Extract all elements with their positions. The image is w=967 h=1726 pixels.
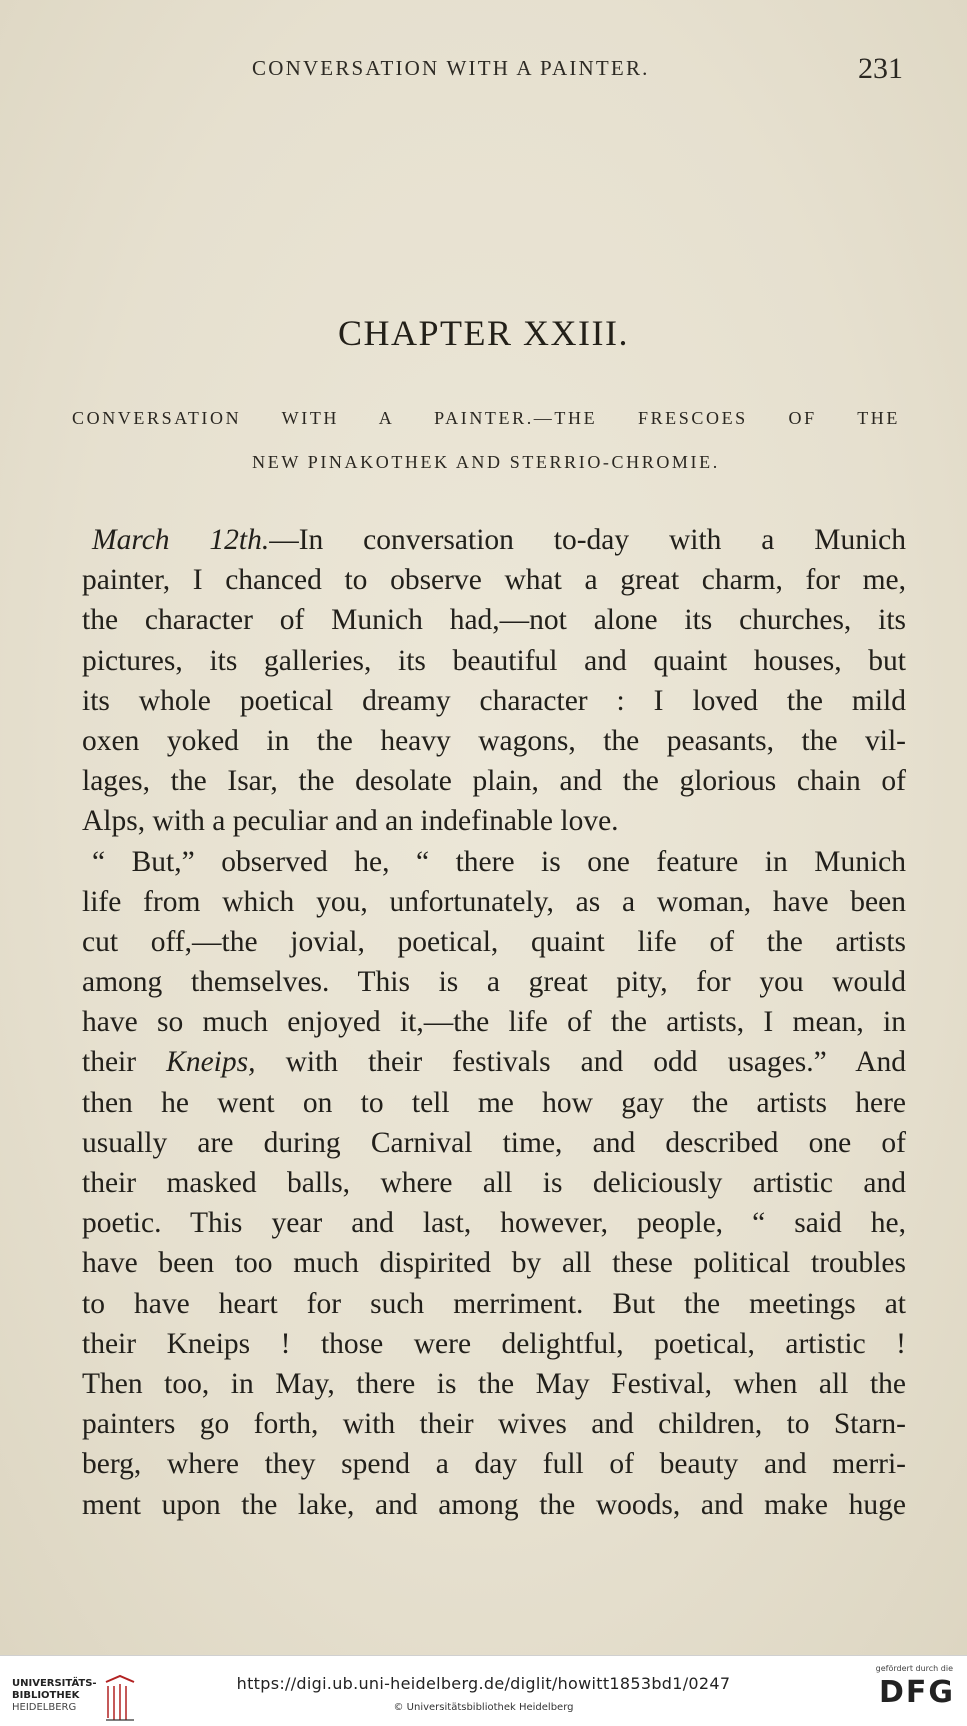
- chapter-subtitle-line-1: CONVERSATION WITH A PAINTER.—THE FRESCOES OF THE: [72, 408, 900, 428]
- body-line-text: with their festivals and odd usages.” And: [255, 1046, 907, 1079]
- body-line: painter, I chanced to observe what a great charm, for me,: [82, 564, 906, 597]
- body-line: [82, 520, 906, 560]
- body-line: their masked balls, where all is deliciously artistic and: [82, 1167, 906, 1199]
- body-line-italic: March 12th.: [92, 524, 270, 556]
- library-name-line-1: UNIVERSITÄTS-: [12, 1678, 97, 1689]
- dfg-logo[interactable]: [863, 1664, 955, 1720]
- body-line: [82, 1042, 906, 1082]
- body-line: their Kneips ! those were delightful, poetical, artistic !: [82, 1327, 906, 1360]
- body-line: oxen yoked in the heavy wagons, the peasants, the vil-: [82, 724, 906, 757]
- body-line: the character of Munich had,—not alone its churches, its: [82, 604, 906, 637]
- body-line: “ But,” observed he, “ there is one feature in Munich: [92, 845, 906, 878]
- body-line: lages, the Isar, the desolate plain, and the glorious chain of: [82, 765, 906, 798]
- funder-note: gefördert durch die: [875, 1664, 953, 1673]
- body-line: to have heart for such merriment. But the meetings at: [82, 1287, 906, 1320]
- library-name-line-2: BIBLIOTHEK: [12, 1690, 80, 1701]
- page-number: 231: [858, 52, 903, 85]
- body-line: Alps, with a peculiar and an indefinable love.: [82, 805, 619, 838]
- body-line: life from which you, unfortunately, as a woman, have been: [82, 885, 906, 918]
- body-line: poetic. This year and last, however, people, “ said he,: [82, 1207, 906, 1240]
- body-line: then he went on to tell me how gay the artists here: [82, 1086, 906, 1119]
- running-head-title: CONVERSATION WITH A PAINTER.: [252, 56, 650, 80]
- body-line: usually are during Carnival time, and described one of: [82, 1126, 906, 1159]
- body-line: painters go forth, with their wives and children, to Starn-: [82, 1408, 906, 1441]
- body-line: have been too much dispirited by all these political troubles: [82, 1247, 906, 1280]
- body-text: [82, 520, 906, 1525]
- body-line-text: their: [82, 1046, 167, 1079]
- body-line: cut off,—the jovial, poetical, quaint life of the artists: [82, 925, 906, 958]
- chapter-subtitle-line-2: NEW PINAKOTHEK AND STERRIO-CHROMIE.: [252, 452, 720, 472]
- footer-bar: [0, 1655, 967, 1726]
- body-line: have so much enjoyed it,—the life of the artists, I mean, in: [82, 1006, 906, 1039]
- permalink-url[interactable]: https://digi.ub.uni-heidelberg.de/diglit/howitt1853bd1/0247: [236, 1674, 731, 1693]
- body-line: Then too, in May, there is the May Festival, when all the: [82, 1367, 906, 1400]
- copyright-notice: © Universitätsbibliothek Heidelberg: [393, 1702, 574, 1713]
- body-line: among themselves. This is a great pity, for you would: [82, 966, 906, 999]
- library-name-line-3: HEIDELBERG: [12, 1702, 77, 1713]
- body-line-italic: Kneips,: [166, 1046, 256, 1079]
- body-line-text: —In conversation to-day with a Munich: [269, 524, 906, 556]
- body-line: ment upon the lake, and among the woods, and make huge: [82, 1488, 906, 1521]
- body-line: berg, where they spend a day full of beauty and merri-: [82, 1448, 906, 1481]
- body-line: pictures, its galleries, its beautiful and quaint houses, but: [82, 644, 906, 677]
- funder-logo-text: DFG: [878, 1675, 955, 1710]
- chapter-title: CHAPTER XXIII.: [338, 313, 629, 353]
- running-head: [0, 52, 967, 92]
- body-line: its whole poetical dreamy character : I loved the mild: [82, 684, 906, 717]
